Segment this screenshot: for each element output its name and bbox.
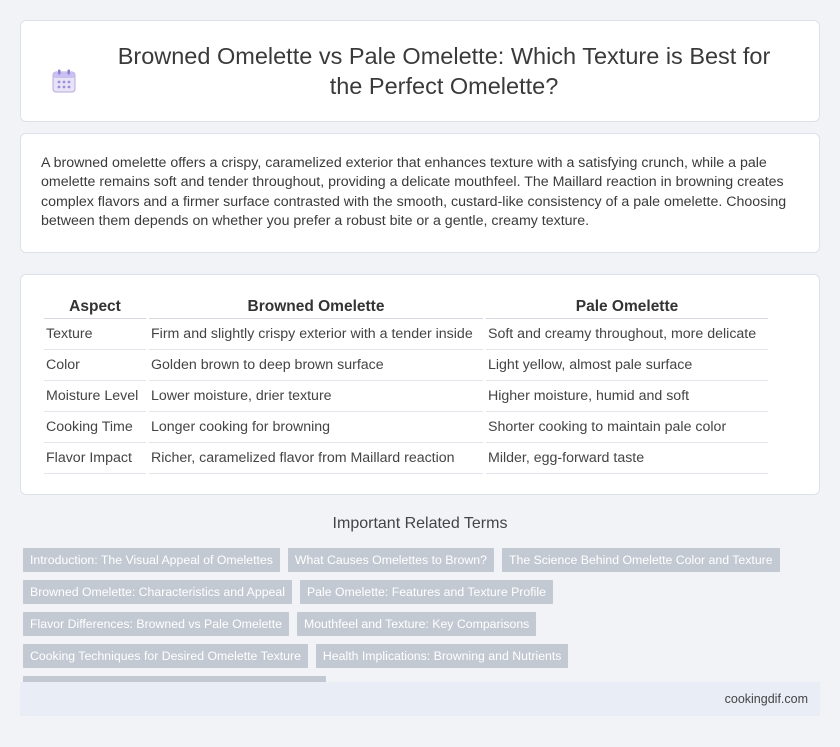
related-terms-title: Important Related Terms bbox=[332, 515, 508, 532]
header-card bbox=[20, 20, 820, 122]
column-header-browned: Browned Omelette bbox=[149, 295, 483, 319]
intro-paragraph: A browned omelette offers a crispy, caramelized exterior that enhances texture with a satisfying crunch, while a pale omelette remains soft and tender throughout, providing a delicate mouthfeel. The Maillard reaction in browning creates complex flavors and a firmer surface contrasted with the smooth, custard-like consistency of a pale omelette. Choosing between them depends on whether you prefer a robust bite or a gentle, creamy texture. bbox=[41, 155, 787, 230]
comparison-table bbox=[41, 295, 771, 474]
related-term-tag[interactable]: Browned Omelette: Characteristics and Appeal bbox=[23, 580, 292, 604]
intro-card bbox=[20, 133, 820, 253]
table-cell: Golden brown to deep brown surface bbox=[149, 350, 483, 381]
calendar-icon bbox=[51, 44, 99, 99]
related-term-tag[interactable]: The Science Behind Omelette Color and Texture bbox=[502, 548, 780, 572]
page-title: Browned Omelette vs Pale Omelette: Which Texture is Best for the Perfect Omelette? bbox=[117, 43, 771, 99]
table-cell: Longer cooking for browning bbox=[149, 412, 483, 443]
table-cell: Richer, caramelized flavor from Maillard reaction bbox=[149, 443, 483, 474]
table-row bbox=[44, 412, 768, 443]
table-cell: Flavor Impact bbox=[44, 443, 146, 474]
table-cell: Texture bbox=[44, 319, 146, 350]
site-link[interactable]: cookingdif.com bbox=[724, 692, 808, 706]
table-cell: Shorter cooking to maintain pale color bbox=[486, 412, 768, 443]
table-cell: Milder, egg-forward taste bbox=[486, 443, 768, 474]
table-row bbox=[44, 443, 768, 474]
related-term-tag[interactable]: Mouthfeel and Texture: Key Comparisons bbox=[297, 612, 536, 636]
footer bbox=[20, 682, 820, 716]
related-term-tag[interactable]: What Causes Omelettes to Brown? bbox=[288, 548, 494, 572]
table-row bbox=[44, 350, 768, 381]
table-cell: Higher moisture, humid and soft bbox=[486, 381, 768, 412]
table-cell: Light yellow, almost pale surface bbox=[486, 350, 768, 381]
table-cell: Firm and slightly crispy exterior with a tender inside bbox=[149, 319, 483, 350]
table-header-row bbox=[44, 295, 768, 319]
related-term-tag[interactable]: Introduction: The Visual Appeal of Omelettes bbox=[23, 548, 280, 572]
table-cell: Soft and creamy throughout, more delicate bbox=[486, 319, 768, 350]
table-cell: Lower moisture, drier texture bbox=[149, 381, 483, 412]
comparison-card bbox=[20, 274, 820, 495]
column-header-aspect: Aspect bbox=[44, 295, 146, 319]
related-term-tag[interactable]: Flavor Differences: Browned vs Pale Omelette bbox=[23, 612, 289, 636]
table-cell: Cooking Time bbox=[44, 412, 146, 443]
table-row bbox=[44, 319, 768, 350]
related-term-tag[interactable]: Cooking Techniques for Desired Omelette Texture bbox=[23, 644, 308, 668]
table-cell: Color bbox=[44, 350, 146, 381]
related-term-tag[interactable]: Health Implications: Browning and Nutrients bbox=[316, 644, 569, 668]
related-term-tag[interactable]: Pale Omelette: Features and Texture Profile bbox=[300, 580, 553, 604]
table-row bbox=[44, 381, 768, 412]
column-header-pale: Pale Omelette bbox=[486, 295, 768, 319]
table-cell: Moisture Level bbox=[44, 381, 146, 412]
